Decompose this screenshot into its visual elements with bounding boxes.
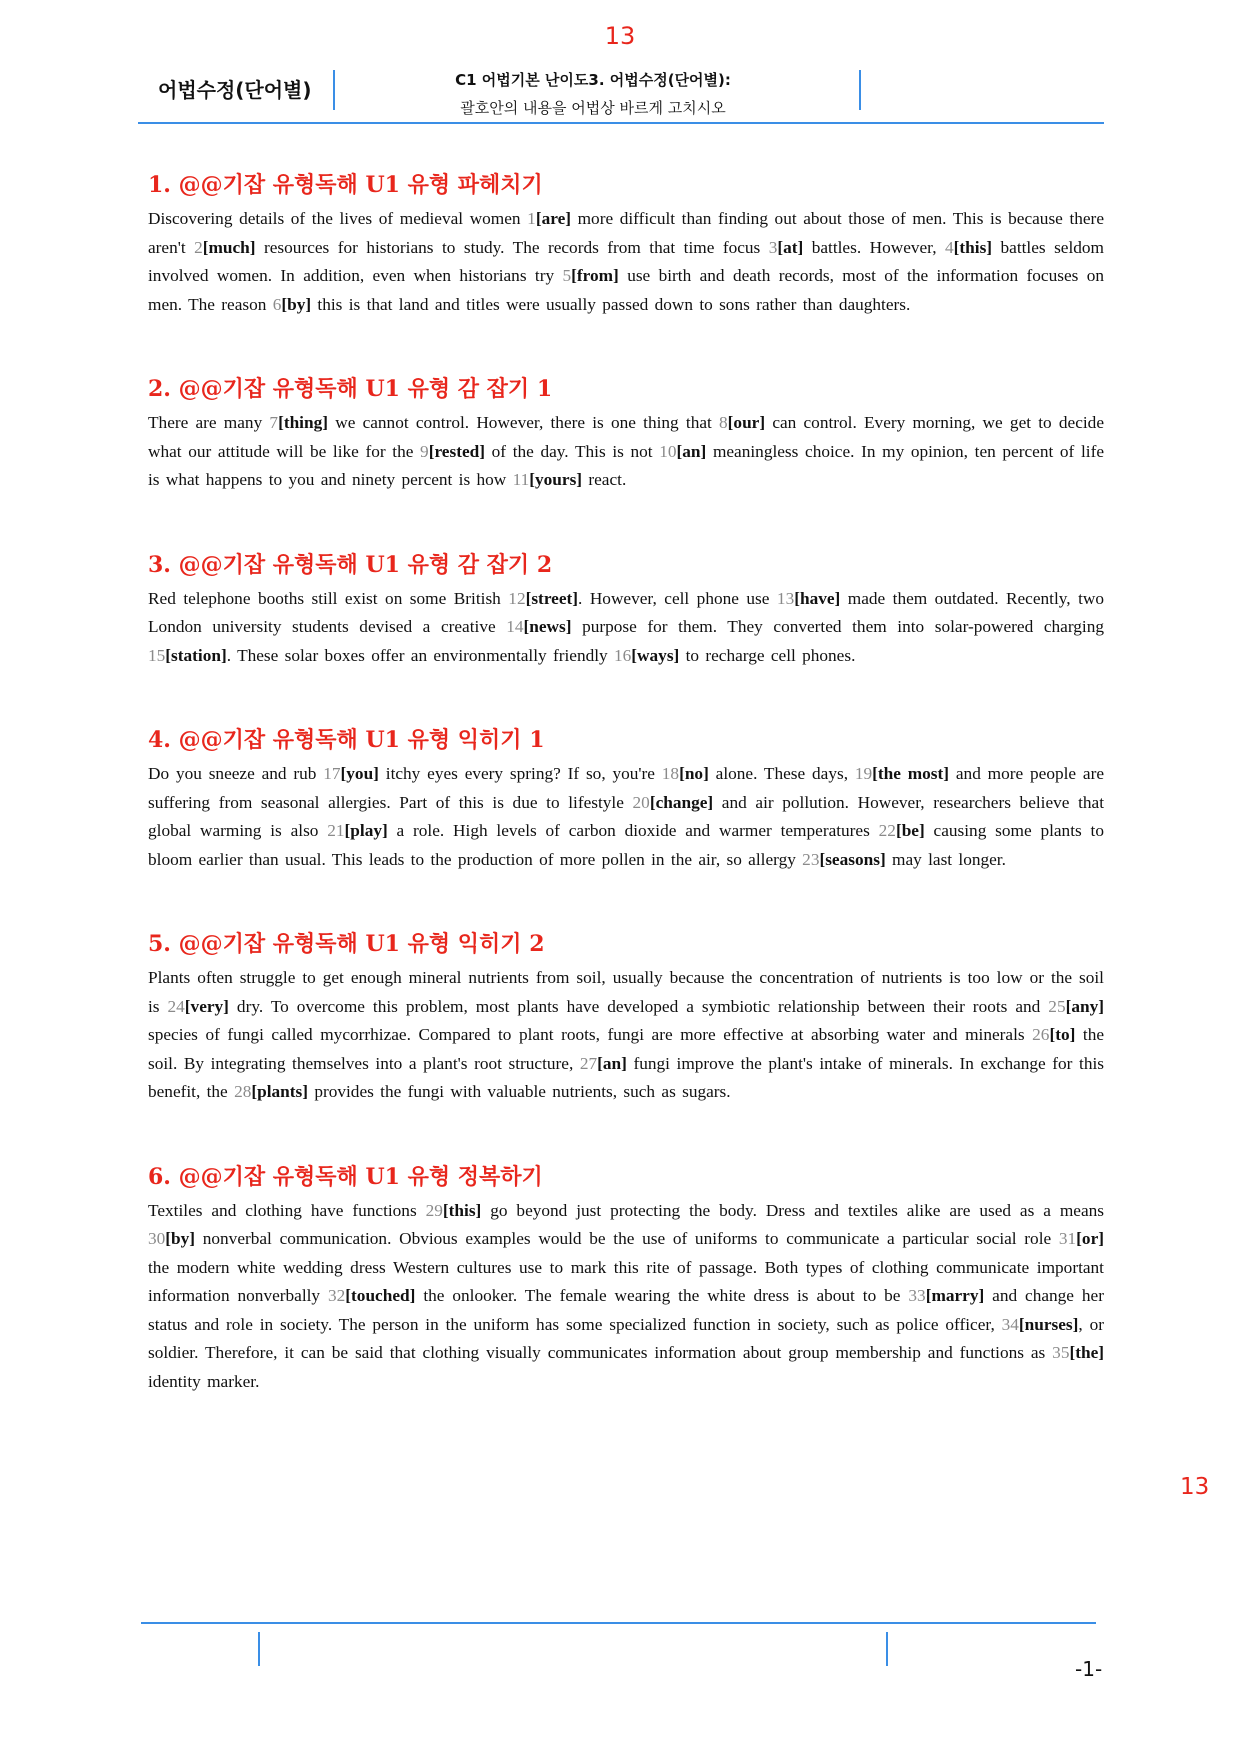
blank-number: 23 [802, 849, 820, 869]
page-number-top: 13 [604, 22, 636, 50]
passage-segment: fungi improve the plant's intake of minerals. In exchange for this benefit, the [148, 1053, 1104, 1101]
bracket-word: [very] [184, 996, 229, 1016]
passage-segment: purpose for them. They converted them into solar-powered charging [571, 617, 1104, 636]
bracket-word: [news] [523, 617, 572, 636]
blank-number: 33 [908, 1286, 926, 1305]
passage-segment: alone. These days, [708, 764, 855, 783]
blank-number: 32 [328, 1286, 346, 1305]
passage-segment: Discovering details of the lives of medieval women [148, 209, 528, 228]
blank-number: 17 [323, 764, 341, 783]
passage-text [148, 409, 1104, 495]
page-number-bottom: 13 [1180, 1474, 1210, 1500]
passage-segment: react. [582, 470, 627, 489]
passage-segment: identity marker. [148, 1371, 260, 1391]
bracket-word: [touched] [345, 1286, 416, 1305]
passage-segment: go beyond just protecting the body. Dress and textiles alike are used as a means [481, 1200, 1104, 1220]
blank-number: 30 [148, 1229, 166, 1248]
passage-segment: and air pollution. However, researchers believe that global warming is also [148, 792, 1104, 840]
bracket-word: [an] [597, 1053, 627, 1073]
blank-number: 21 [327, 821, 345, 840]
passage-segment: meaningless choice. In my opinion, ten percent of life is what happens to you and ninety percent is how [148, 441, 1104, 489]
blank-number: 8 [719, 413, 728, 432]
bracket-word: [much] [202, 237, 256, 257]
passage-segment: causing some plants to bloom earlier than usual. This leads to the production of more pollen in the air, so allergy [148, 821, 1104, 869]
blank-number: 6 [272, 294, 282, 314]
passage-segment: use birth and death records, most of the information focuses on men. The reason [148, 266, 1104, 314]
passage-segment: and change her status and role in society. The person in the uniform has some specialized function in society, such as police officer, [148, 1286, 1104, 1334]
passage-segment: Plants often struggle to get enough mineral nutrients from soil, usually because the concentration of nutrients is too low or the soil is [148, 968, 1104, 1016]
bracket-word: [by] [281, 294, 312, 314]
bracket-word: [rested] [428, 441, 485, 461]
blank-number: 27 [579, 1053, 598, 1073]
section-title: 6. @@기잡 유형독해 U1 유형 정복하기 [148, 1163, 543, 1190]
bracket-word: [have] [794, 588, 841, 608]
passage-segment: this is that land and titles were usually passed down to sons rather than daughters. [311, 294, 911, 314]
passage-segment: . However, cell phone use [578, 588, 777, 608]
passage-segment: itchy eyes every spring? If so, you're [378, 764, 662, 783]
passage-segment: the modern white wedding dress Western cultures use to mark this rite of passage. Both types of clothing communicate important information nonverbally [148, 1257, 1104, 1305]
passage-segment: dry. To overcome this problem, most plants have developed a symbiotic relationship between their roots and [228, 996, 1049, 1016]
passage-segment: battles seldom involved women. In addition, even when historians try [148, 237, 1104, 285]
bracket-word: [the most] [872, 764, 950, 783]
bracket-word: [are] [535, 209, 571, 228]
exercise-section [148, 927, 1104, 1107]
passage-segment: and more people are suffering from seasonal allergies. Part of this is due to lifestyle [148, 764, 1104, 812]
section-title: 4. @@기잡 유형독해 U1 유형 익히기 1 [148, 727, 545, 753]
passage-text [148, 205, 1104, 319]
passage-text [148, 1197, 1104, 1397]
passage-text [148, 964, 1104, 1107]
bracket-word: [the] [1069, 1343, 1104, 1362]
section-title: 2. @@기잡 유형독해 U1 유형 감 잡기 1 [148, 376, 553, 402]
exercise-section [148, 548, 1104, 671]
blank-number: 3 [768, 237, 778, 257]
bracket-word: [street] [525, 588, 579, 608]
exercise-section [148, 168, 1104, 319]
blank-number: 5 [562, 266, 572, 285]
blank-number: 13 [776, 588, 795, 608]
section-title: 3. @@기잡 유형독해 U1 유형 감 잡기 2 [148, 551, 553, 578]
page-header [138, 62, 1104, 122]
header-instructions [328, 66, 858, 122]
exercise-content [148, 168, 1104, 1449]
bracket-word: [or] [1076, 1229, 1104, 1248]
exercise-section [148, 372, 1104, 495]
footer-rule [141, 1622, 1096, 1624]
passage-segment: made them outdated. Recently, two London university students devised a creative [148, 588, 1105, 636]
blank-number: 26 [1032, 1025, 1050, 1044]
footer-page-label: -1- [1075, 1657, 1103, 1681]
passage-segment: to recharge cell phones. [679, 645, 856, 665]
passage-segment: There are many [148, 413, 270, 432]
bracket-word: [yours] [529, 470, 583, 489]
passage-segment: resources for historians to study. The records from that time focus [255, 237, 769, 257]
blank-number: 31 [1058, 1229, 1077, 1248]
passage-segment: can control. Every morning, we get to decide what our attitude will be like for the [148, 413, 1104, 461]
blank-number: 24 [167, 996, 185, 1016]
bracket-word: [play] [344, 821, 388, 840]
bracket-word: [you] [340, 764, 379, 783]
exercise-section [148, 723, 1104, 874]
bracket-word: [this] [442, 1200, 482, 1220]
bracket-word: [at] [777, 237, 804, 257]
blank-number: 18 [661, 764, 680, 783]
passage-segment: a role. High levels of carbon dioxide and warmer temperatures [387, 821, 879, 840]
passage-segment: provides the fungi with valuable nutrients, such as sugars. [308, 1082, 731, 1101]
passage-segment: the soil. By integrating themselves into a plant's root structure, [148, 1025, 1105, 1073]
bracket-word: [to] [1049, 1025, 1076, 1044]
bracket-word: [station] [165, 645, 227, 665]
blank-number: 7 [269, 413, 279, 432]
passage-segment: Textiles and clothing have functions [148, 1200, 426, 1220]
blank-number: 29 [425, 1200, 443, 1220]
passage-segment: may last longer. [885, 849, 1006, 869]
blank-number: 11 [512, 470, 530, 489]
passage-text [148, 585, 1104, 671]
header-divider-right [859, 70, 861, 110]
bracket-word: [seasons] [819, 849, 886, 869]
blank-number: 9 [420, 441, 429, 461]
bracket-word: [nurses] [1018, 1314, 1079, 1334]
bracket-word: [thing] [278, 413, 328, 432]
blank-number: 16 [614, 645, 632, 665]
bracket-word: [by] [165, 1229, 196, 1248]
header-line-1: C1 어법기본 난이도3. 어법수정(단어별): [455, 71, 731, 89]
blank-number: 2 [194, 237, 203, 257]
header-line-2: 괄호안의 내용을 어법상 바르게 고치시오 [460, 99, 726, 117]
header-rule [138, 122, 1104, 124]
bracket-word: [change] [649, 792, 714, 812]
passage-segment: more difficult than finding out about those of men. This is because there aren't [148, 209, 1104, 257]
footer-divider-right [886, 1632, 888, 1666]
blank-number: 10 [659, 441, 677, 461]
bracket-word: [an] [676, 441, 707, 461]
passage-segment: , or soldier. Therefore, it can be said that clothing visually communicates information about group membership and functions as [148, 1314, 1104, 1362]
blank-number: 14 [506, 617, 524, 636]
blank-number: 35 [1052, 1343, 1070, 1362]
bracket-word: [this] [953, 237, 993, 257]
header-title: 어법수정(단어별) [158, 78, 312, 102]
passage-text [148, 760, 1104, 874]
bracket-word: [from] [571, 266, 619, 285]
passage-segment: the onlooker. The female wearing the white dress is about to be [415, 1286, 909, 1305]
blank-number: 4 [945, 237, 954, 257]
bracket-word: [ways] [631, 645, 680, 665]
bracket-word: [plants] [251, 1082, 308, 1101]
exercise-section [148, 1160, 1104, 1397]
blank-number: 15 [148, 645, 166, 665]
section-title: 1. @@기잡 유형독해 U1 유형 파헤치기 [148, 172, 543, 198]
bracket-word: [be] [895, 821, 925, 840]
passage-segment: Do you sneeze and rub [148, 764, 324, 783]
bracket-word: [marry] [925, 1286, 985, 1305]
bracket-word: [our] [727, 413, 766, 432]
bracket-word: [no] [679, 764, 709, 783]
blank-number: 19 [854, 764, 873, 783]
footer-divider-left [258, 1632, 260, 1666]
passage-segment: . These solar boxes offer an environmentally friendly [226, 645, 615, 665]
passage-segment: of the day. This is not [485, 441, 660, 461]
passage-segment: we cannot control. However, there is one thing that [328, 413, 720, 432]
blank-number: 28 [234, 1082, 252, 1101]
blank-number: 1 [527, 209, 536, 228]
blank-number: 12 [508, 588, 526, 608]
bracket-word: [any] [1065, 996, 1104, 1016]
blank-number: 25 [1048, 996, 1066, 1016]
passage-segment: battles. However, [803, 237, 946, 257]
blank-number: 34 [1001, 1314, 1019, 1334]
passage-segment: species of fungi called mycorrhizae. Compared to plant roots, fungi are more effective at absorbing water and minerals [148, 1025, 1033, 1044]
passage-segment: Red telephone booths still exist on some British [148, 588, 509, 608]
passage-segment: nonverbal communication. Obvious examples would be the use of uniforms to communicate a particular social role [195, 1229, 1059, 1248]
blank-number: 22 [878, 821, 896, 840]
section-title: 5. @@기잡 유형독해 U1 유형 익히기 2 [148, 931, 545, 957]
blank-number: 20 [632, 792, 650, 812]
